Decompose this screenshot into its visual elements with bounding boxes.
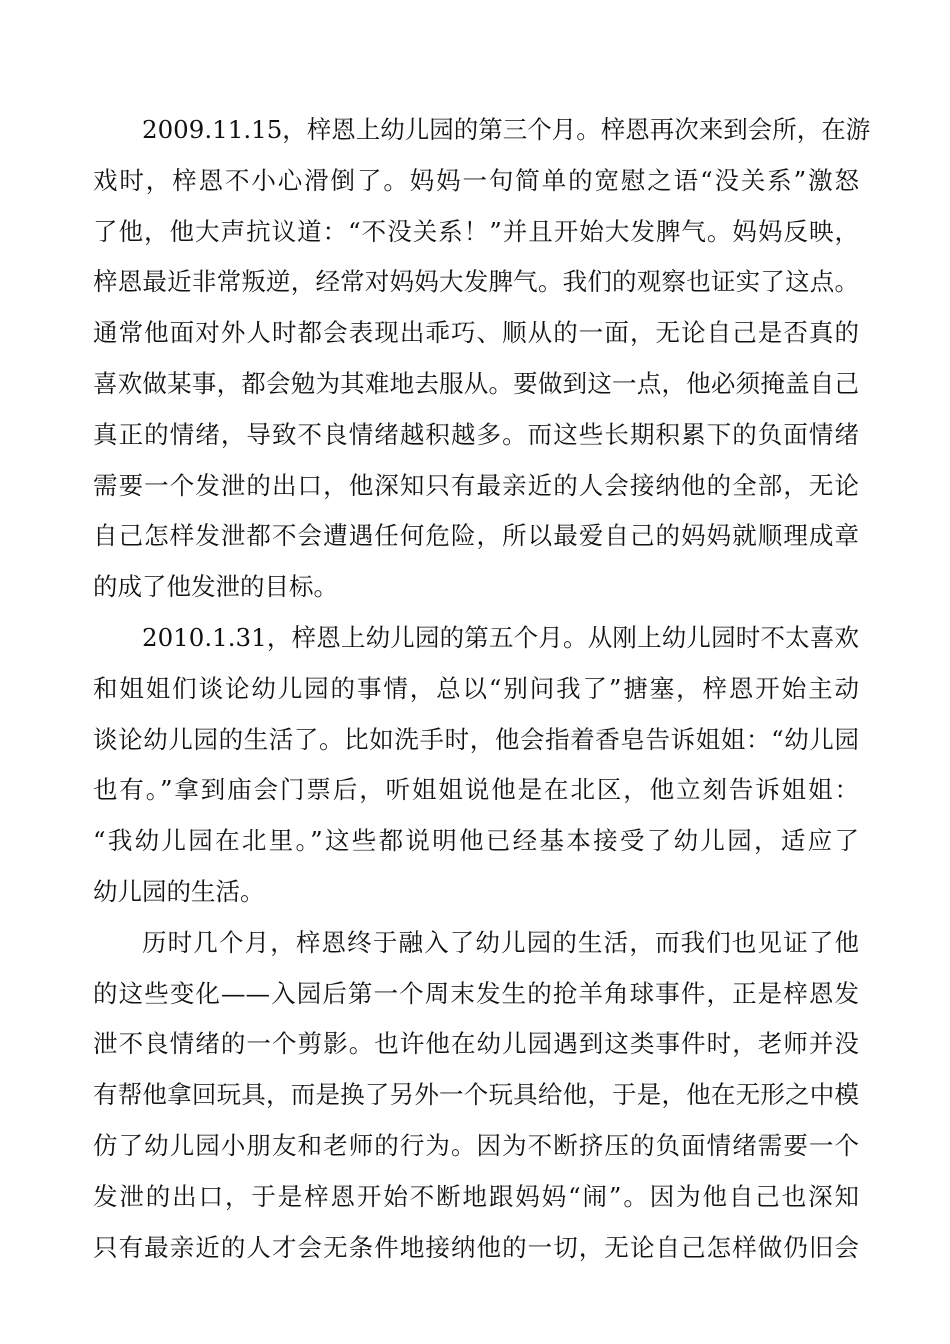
text-line: 了他，他大声抗议道：“不没关系！”并且开始大发脾气。妈妈反映， <box>93 216 859 246</box>
text-line: 真正的情绪，导致不良情绪越积越多。而这些长期积累下的负面情绪 <box>93 419 859 449</box>
text-line: 2009.11.15，梓恩上幼儿园的第三个月。梓恩再次来到会所，在游 <box>142 115 871 144</box>
text-line: 幼儿园的生活。 <box>93 876 265 906</box>
paragraph-2 <box>93 613 859 918</box>
text-line: 的这些变化——入园后第一个周末发生的抢羊角球事件，正是梓恩发 <box>93 978 859 1008</box>
text-line: 2010.1.31，梓恩上幼儿园的第五个月。从刚上幼儿园时不太喜欢 <box>142 622 859 652</box>
document-body <box>93 105 871 1273</box>
text-line: 需要一个发泄的出口，他深知只有最亲近的人会接纳他的全部，无论 <box>93 470 859 500</box>
text-line: 也有。”拿到庙会门票后，听姐姐说他是在北区，他立刻告诉姐姐： <box>93 775 859 805</box>
paragraph-1 <box>93 105 871 613</box>
text-line: “我幼儿园在北里。”这些都说明他已经基本接受了幼儿园，适应了 <box>93 826 859 856</box>
text-line: 戏时，梓恩不小心滑倒了。妈妈一句简单的宽慰之语“没关系”激怒 <box>93 165 859 195</box>
text-line: 通常他面对外人时都会表现出乖巧、顺从的一面，无论自己是否真的 <box>93 318 859 348</box>
text-line: 梓恩最近非常叛逆，经常对妈妈大发脾气。我们的观察也证实了这点。 <box>93 267 859 297</box>
text-line: 谈论幼儿园的生活了。比如洗手时，他会指着香皂告诉姐姐：“幼儿园 <box>93 724 859 754</box>
text-line: 泄不良情绪的一个剪影。也许他在幼儿园遇到这类事件时，老师并没 <box>93 1029 859 1059</box>
text-line: 只有最亲近的人才会无条件地接纳他的一切，无论自己怎样做仍旧会 <box>93 1232 859 1262</box>
paragraph-3 <box>93 918 859 1274</box>
text-line: 有帮他拿回玩具，而是换了另外一个玩具给他，于是，他在无形之中模 <box>93 1080 859 1110</box>
text-line: 历时几个月，梓恩终于融入了幼儿园的生活，而我们也见证了他 <box>142 927 859 957</box>
text-line: 和姐姐们谈论幼儿园的事情，总以“别问我了”搪塞，梓恩开始主动 <box>93 673 859 703</box>
text-line: 自己怎样发泄都不会遭遇任何危险，所以最爱自己的妈妈就顺理成章 <box>93 521 859 551</box>
text-line: 仿了幼儿园小朋友和老师的行为。因为不断挤压的负面情绪需要一个 <box>93 1130 859 1160</box>
text-line: 喜欢做某事，都会勉为其难地去服从。要做到这一点，他必须掩盖自己 <box>93 368 859 398</box>
text-line: 发泄的出口，于是梓恩开始不断地跟妈妈“闹”。因为他自己也深知 <box>93 1181 859 1211</box>
text-line: 的成了他发泄的目标。 <box>93 572 338 602</box>
